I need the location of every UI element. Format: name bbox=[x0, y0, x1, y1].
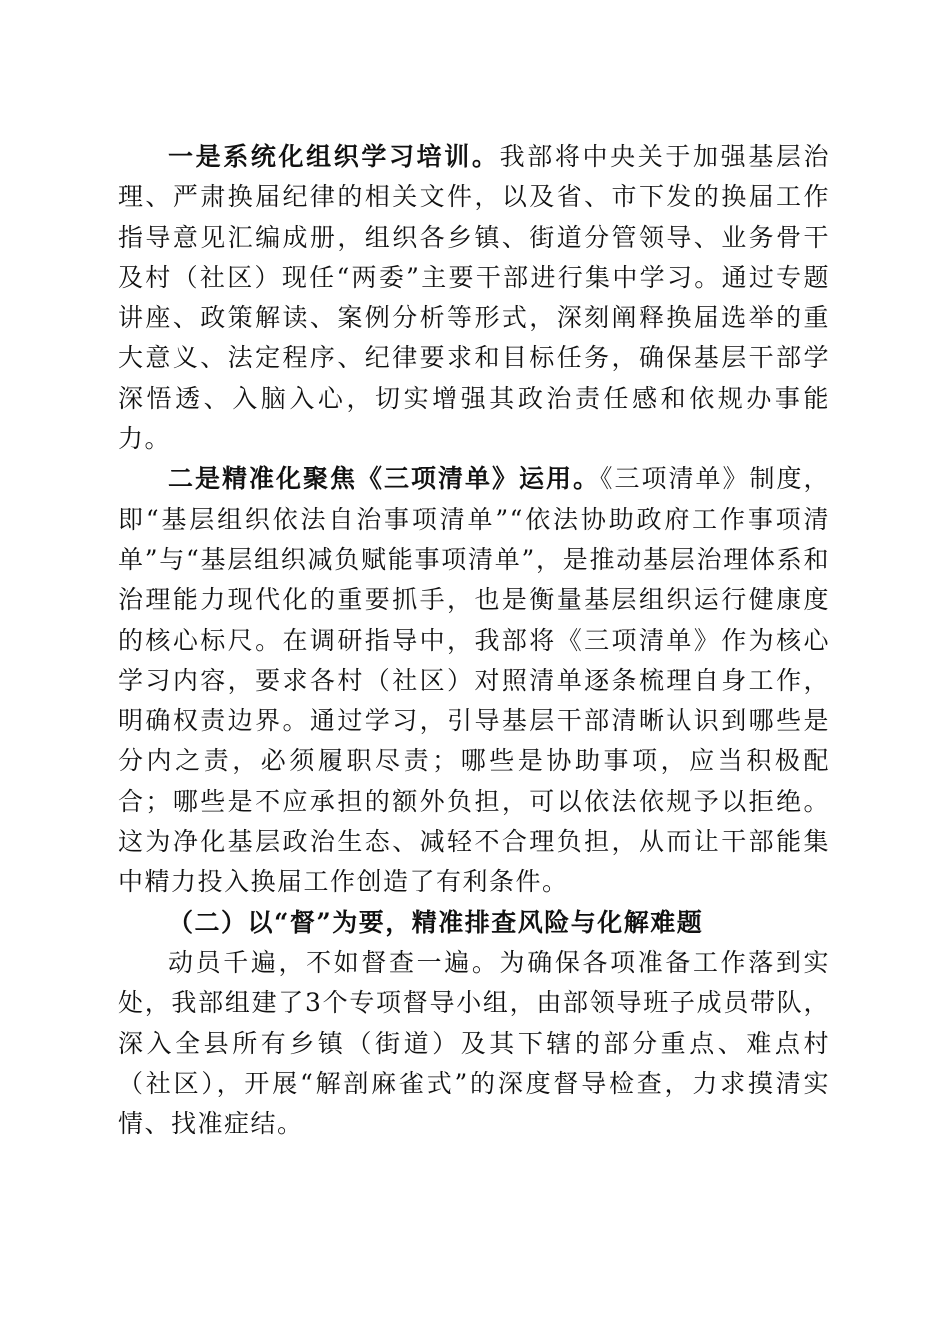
paragraph-lead: 二是精准化聚焦《三项清单》运用。 bbox=[168, 464, 600, 494]
section-heading: （二）以“督”为要，精准排查风险与化解难题 bbox=[168, 907, 704, 937]
paragraph-supervision: 动员千遍，不如督查一遍。为确保各项准备工作落到实处，我部组建了3个专项督导小组，由部领导班子成员带队，深入全县所有乡镇（街道）及其下辖的部分重点、难点村（社区），开展“解剖麻雀式”的深度督导检查，力求摸清实情、找准症结。 bbox=[118, 947, 830, 1139]
document-body bbox=[118, 137, 830, 1144]
paragraph-three-lists bbox=[118, 459, 830, 902]
paragraph-lead: 一是系统化组织学习培训。 bbox=[168, 142, 500, 171]
paragraph-text: 我部将中央关于加强基层治理、严肃换届纪律的相关文件，以及省、市下发的换届工作指导意见汇编成册，组织各乡镇、街道分管领导、业务骨干及村（社区）现任“两委”主要干部进行集中学习。通过专题讲座、政策解读、案例分析等形式，深刻阐释换届选举的重大意义、法定程序、纪律要求和目标任务，确保基层干部学深悟透、入脑入心，切实增强其政治责任感和依规办事能力。 bbox=[118, 142, 830, 454]
paragraph-text: 《三项清单》制度，即“基层组织依法自治事项清单”“依法协助政府工作事项清单”与“基层组织减负赋能事项清单”，是推动基层治理体系和治理能力现代化的重要抓手，也是衡量基层组织运行健康度的核心标尺。在调研指导中，我部将《三项清单》作为核心学习内容，要求各村（社区）对照清单逐条梳理自身工作，明确权责边界。通过学习，引导基层干部清晰认识到哪些是分内之责，必须履职尽责；哪些是协助事项，应当积极配合；哪些是不应承担的额外负担，可以依法依规予以拒绝。这为净化基层政治生态、减轻不合理负担，从而让干部能集中精力投入换届工作创造了有利条件。 bbox=[118, 464, 830, 897]
paragraph-study-training bbox=[118, 137, 830, 459]
